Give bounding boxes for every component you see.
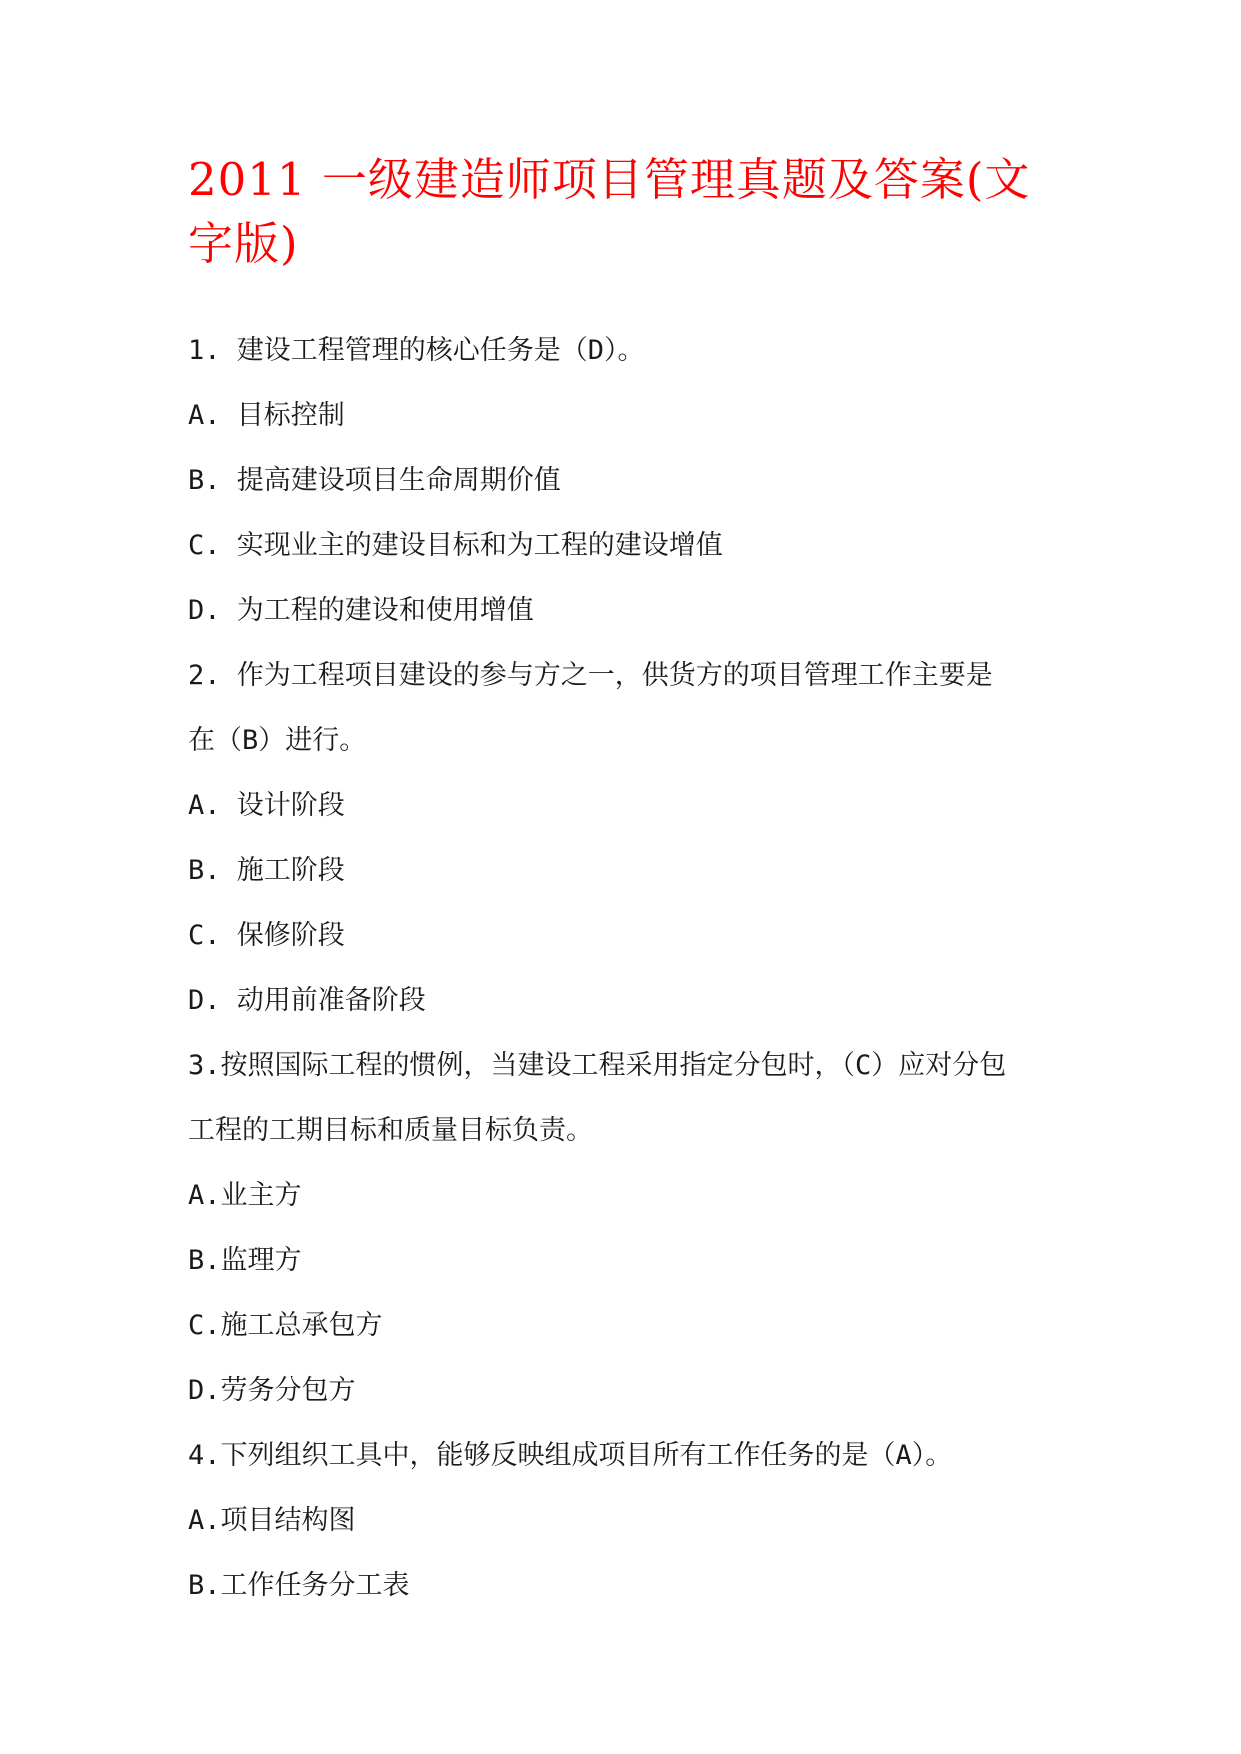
question-1-option-d: D. 为工程的建设和使用增值 (188, 595, 534, 626)
question-3-option-b: B.监理方 (188, 1245, 302, 1276)
document-title: 2011 一级建造师项目管理真题及答案(文字版) (188, 153, 1031, 270)
question-4-option-b: B.工作任务分工表 (188, 1570, 410, 1601)
question-4-stem: 4.下列组织工具中，能够反映组成项目所有工作任务的是（A）。 (188, 1440, 953, 1471)
question-3-option-a: A.业主方 (188, 1180, 302, 1211)
question-4-option-a: A.项目结构图 (188, 1505, 356, 1536)
question-1-option-b: B. 提高建设项目生命周期价值 (188, 465, 561, 496)
question-3-stem-line-1: 3.按照国际工程的惯例，当建设工程采用指定分包时，（C）应对分包 (188, 1050, 1007, 1081)
question-2-option-d: D. 动用前准备阶段 (188, 985, 426, 1016)
question-2-stem-line-1: 2. 作为工程项目建设的参与方之一，供货方的项目管理工作主要是 (188, 660, 993, 691)
question-3-stem-line-2: 工程的工期目标和质量目标负责。 (188, 1115, 593, 1146)
question-2-option-a: A. 设计阶段 (188, 790, 345, 821)
question-1-stem: 1. 建设工程管理的核心任务是（D）。 (188, 335, 645, 366)
question-3-option-d: D.劳务分包方 (188, 1375, 356, 1406)
question-2-option-b: B. 施工阶段 (188, 855, 345, 886)
document-body (188, 318, 1068, 1618)
question-1-option-c: C. 实现业主的建设目标和为工程的建设增值 (188, 530, 723, 561)
question-2-stem-line-2: 在（B）进行。 (188, 725, 367, 756)
question-3-option-c: C.施工总承包方 (188, 1310, 383, 1341)
question-1-option-a: A. 目标控制 (188, 400, 345, 431)
question-2-option-c: C. 保修阶段 (188, 920, 345, 951)
